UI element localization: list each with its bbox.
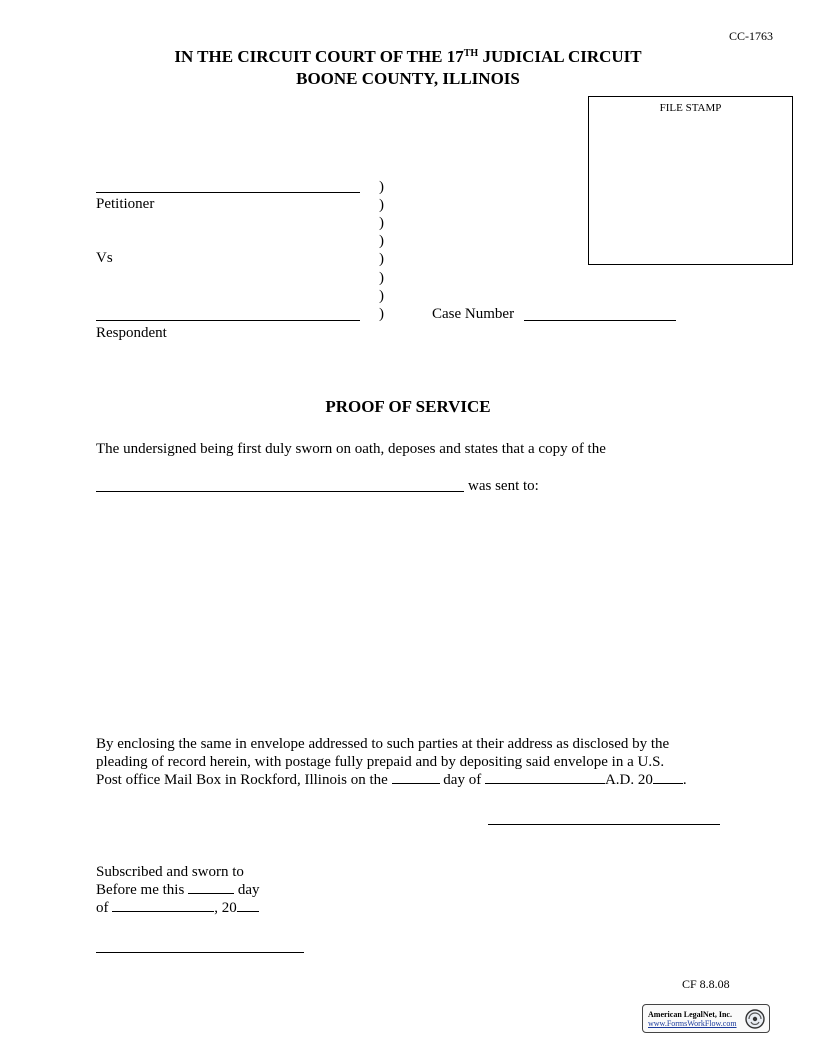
intro-text: The undersigned being first duly sworn on oath, deposes and states that a copy of the — [96, 441, 606, 457]
service-paragraph — [96, 735, 722, 789]
service-line-3-text-b: day of — [443, 772, 482, 788]
service-line-3-text-c: A.D. 20 — [604, 772, 653, 788]
notary-signature-line[interactable] — [96, 952, 304, 953]
service-line-3-text-a: Post office Mail Box in Rockford, Illinois on the — [96, 772, 388, 788]
caption-paren: ) — [379, 251, 384, 267]
form-number: CC-1763 — [729, 29, 774, 43]
service-year-blank[interactable] — [653, 771, 683, 784]
court-line — [0, 46, 816, 68]
court-header — [0, 46, 816, 90]
jurat-line-1: Subscribed and sworn to — [96, 864, 244, 880]
file-stamp-label: FILE STAMP — [659, 102, 722, 114]
petitioner-line[interactable] — [96, 192, 360, 193]
globe-icon — [744, 1008, 766, 1030]
sent-to-text: was sent to: — [468, 478, 539, 494]
jurat-year-blank[interactable] — [237, 899, 259, 912]
caption-paren: ) — [379, 270, 384, 286]
jurat-line-3 — [96, 899, 259, 917]
service-month-blank[interactable] — [485, 771, 605, 784]
caption-paren: ) — [379, 179, 384, 195]
document-title: PROOF OF SERVICE — [325, 397, 491, 416]
caption-paren: ) — [379, 306, 384, 322]
jurat-day-blank[interactable] — [188, 881, 234, 894]
jurat-line-2-text-b: day — [237, 882, 260, 898]
jurat-line-3-text-b: , 20 — [214, 900, 237, 916]
service-line-3 — [96, 771, 722, 789]
footer-logo[interactable] — [642, 1004, 770, 1033]
case-number-line[interactable] — [524, 320, 676, 321]
county-line: BOONE COUNTY, ILLINOIS — [296, 69, 520, 88]
document-name-line[interactable] — [96, 491, 464, 492]
jurat-line-2 — [96, 881, 259, 899]
respondent-label: Respondent — [96, 325, 167, 341]
jurat-line-2-text-a: Before me this — [96, 882, 185, 898]
service-line-1: By enclosing the same in envelope addressed to such parties at their address as disclosed by the — [96, 736, 670, 752]
logo-url-link[interactable]: www.FormsWorkFlow.com — [648, 1019, 737, 1028]
caption-paren: ) — [379, 215, 384, 231]
logo-company-name: American LegalNet, Inc. — [648, 1010, 732, 1019]
affiant-signature-line[interactable] — [488, 824, 720, 825]
vs-label: Vs — [96, 250, 113, 266]
file-stamp-box — [588, 96, 793, 265]
jurat-block — [96, 863, 259, 917]
caption-paren: ) — [379, 197, 384, 213]
respondent-line[interactable] — [96, 320, 360, 321]
court-line-superscript: TH — [463, 48, 479, 59]
revision-code: CF 8.8.08 — [682, 977, 730, 991]
case-number-label: Case Number — [432, 306, 515, 322]
service-day-blank[interactable] — [392, 771, 440, 784]
caption-paren: ) — [379, 233, 384, 249]
service-line-2: pleading of record herein, with postage fully prepaid and by depositing said envelope in a U.S. — [96, 754, 665, 770]
service-line-3-text-d: . — [682, 772, 687, 788]
petitioner-label: Petitioner — [96, 196, 155, 212]
court-line-prefix: IN THE CIRCUIT COURT OF THE 17 — [174, 47, 464, 66]
caption-paren: ) — [379, 288, 384, 304]
jurat-line-3-text-a: of — [96, 900, 109, 916]
court-line-suffix: JUDICIAL CIRCUIT — [478, 47, 642, 66]
jurat-month-blank[interactable] — [112, 899, 214, 912]
